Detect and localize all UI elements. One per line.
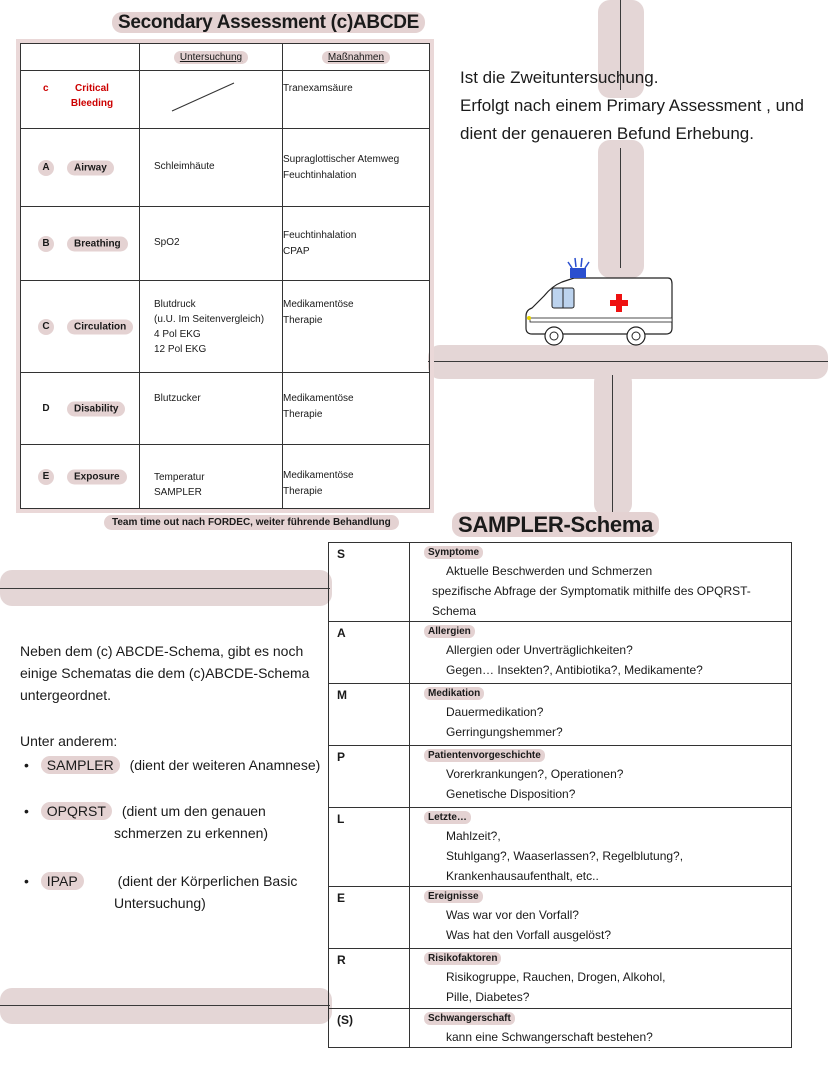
schema-name: SAMPLER bbox=[41, 756, 120, 774]
sampler-letter: S bbox=[329, 543, 410, 622]
abcde-table bbox=[20, 43, 430, 509]
sampler-content bbox=[410, 1009, 792, 1048]
critical-massnahmen: Tranexamsäure bbox=[283, 71, 430, 129]
critical-letter: c bbox=[43, 83, 49, 94]
header-untersuchung: Untersuchung bbox=[140, 44, 283, 71]
sampler-line: Genetische Disposition? bbox=[446, 787, 576, 801]
not-applicable-slash bbox=[140, 71, 268, 127]
row-untersuchung: Blutdruck (u.U. Im Seitenvergleich) 4 Pol EKG 12 Pol EKG bbox=[140, 281, 283, 373]
header-empty bbox=[21, 44, 140, 71]
sampler-content bbox=[410, 684, 792, 746]
sampler-line: Was war vor den Vorfall? bbox=[446, 908, 579, 922]
sampler-line: Allergien oder Unverträglichkeiten? bbox=[446, 643, 633, 657]
sampler-row bbox=[329, 808, 792, 887]
abcde-row bbox=[21, 129, 430, 207]
sampler-heading: Patientenvorgeschichte bbox=[424, 749, 545, 762]
row-untersuchung: Temperatur SAMPLER bbox=[140, 445, 283, 509]
sampler-heading: Allergien bbox=[424, 625, 475, 638]
critical-untersuchung-cell bbox=[140, 71, 283, 129]
row-letter: E bbox=[38, 469, 54, 485]
abcde-row bbox=[21, 445, 430, 509]
sampler-row bbox=[329, 684, 792, 746]
row-untersuchung: Schleimhäute bbox=[140, 129, 283, 207]
road-line-horizontal bbox=[428, 361, 828, 362]
schema-desc-cont: schmerzen zu erkennen) bbox=[114, 825, 269, 841]
sampler-row bbox=[329, 622, 792, 684]
abcde-title: Secondary Assessment (c)ABCDE bbox=[112, 12, 425, 34]
side-line: einige Schematas die dem (c)ABCDE-Schema bbox=[20, 665, 310, 681]
sampler-row bbox=[329, 1009, 792, 1048]
row-massnahmen: Supraglottischer Atemweg Feuchtinhalation bbox=[283, 129, 430, 207]
schema-desc: (dient der weiteren Anamnese) bbox=[129, 757, 321, 773]
row-label-cell bbox=[21, 207, 140, 281]
header-massnahmen: Maßnahmen bbox=[283, 44, 430, 71]
road-band-bottom bbox=[594, 370, 632, 516]
row-category: Breathing bbox=[67, 236, 128, 251]
row-massnahmen: Medikamentöse Therapie bbox=[283, 373, 430, 445]
side-line: Neben dem (c) ABCDE-Schema, gibt es noch bbox=[20, 643, 304, 659]
bullet: • bbox=[24, 803, 29, 819]
row-massnahmen: Medikamentöse Therapie bbox=[283, 281, 430, 373]
schema-name: OPQRST bbox=[41, 802, 112, 820]
row-massnahmen: Medikamentöse Therapie bbox=[283, 445, 430, 509]
sampler-content bbox=[410, 949, 792, 1009]
road-line-bottom bbox=[612, 375, 613, 513]
row-massnahmen: Feuchtinhalation CPAP bbox=[283, 207, 430, 281]
sampler-line: spezifische Abfrage der Symptomatik mithilfe des OPQRST-Schema bbox=[432, 584, 751, 618]
row-label-cell bbox=[21, 445, 140, 509]
schema-list-item bbox=[20, 800, 268, 844]
abcde-row bbox=[21, 373, 430, 445]
sampler-line: Krankenhausaufenthalt, etc.. bbox=[446, 869, 599, 883]
row-label-cell bbox=[21, 373, 140, 445]
schema-list-item bbox=[20, 870, 297, 914]
sampler-letter: (S) bbox=[329, 1009, 410, 1048]
sampler-line: Was hat den Vorfall ausgelöst? bbox=[446, 928, 611, 942]
sampler-letter: R bbox=[329, 949, 410, 1009]
critical-label-cell bbox=[21, 71, 140, 129]
row-category: Circulation bbox=[67, 319, 133, 334]
sampler-letter: P bbox=[329, 746, 410, 808]
sampler-line: Gerringungshemmer? bbox=[446, 725, 563, 739]
sampler-row bbox=[329, 543, 792, 622]
sampler-letter: E bbox=[329, 887, 410, 949]
intro-line: Erfolgt nach einem Primary Assessment , und bbox=[460, 96, 804, 115]
side-line: untergeordnet. bbox=[20, 687, 112, 703]
side-line: Unter anderem: bbox=[20, 733, 118, 749]
ambulance-illustration bbox=[522, 256, 682, 356]
row-letter: B bbox=[38, 236, 54, 252]
sampler-heading: Medikation bbox=[424, 687, 484, 700]
sampler-line: kann eine Schwangerschaft bestehen? bbox=[446, 1030, 653, 1044]
abcde-header-row bbox=[21, 44, 430, 71]
sampler-row bbox=[329, 887, 792, 949]
left-band-bottom bbox=[0, 988, 332, 1024]
schema-desc-cont: Untersuchung) bbox=[114, 895, 206, 911]
sampler-line: Mahlzeit?, bbox=[446, 829, 501, 843]
sampler-letter: A bbox=[329, 622, 410, 684]
sampler-letter: M bbox=[329, 684, 410, 746]
sampler-heading: Letzte… bbox=[424, 811, 471, 824]
left-line-top bbox=[0, 588, 330, 589]
row-label-cell bbox=[21, 129, 140, 207]
sampler-content bbox=[410, 543, 792, 622]
sampler-content bbox=[410, 622, 792, 684]
sampler-content bbox=[410, 887, 792, 949]
sampler-line: Aktuelle Beschwerden und Schmerzen bbox=[446, 564, 653, 578]
sampler-content bbox=[410, 746, 792, 808]
row-untersuchung: Blutzucker bbox=[140, 373, 283, 445]
intro-line: Ist die Zweituntersuchung. bbox=[460, 68, 659, 87]
road-line-mid-vertical bbox=[620, 148, 621, 268]
schema-name: IPAP bbox=[41, 872, 84, 890]
abcde-row-critical bbox=[21, 71, 430, 129]
intro-line: dient der genaueren Befund Erhebung. bbox=[460, 124, 754, 143]
sampler-table bbox=[328, 542, 792, 1048]
row-letter: C bbox=[38, 319, 54, 335]
sampler-line: Vorerkrankungen?, Operationen? bbox=[446, 767, 624, 781]
side-paragraph bbox=[20, 640, 309, 752]
sampler-title: SAMPLER-Schema bbox=[452, 512, 659, 538]
sampler-line: Stuhlgang?, Waaserlassen?, Regelblutung?, bbox=[446, 849, 684, 863]
sampler-heading: Ereignisse bbox=[424, 890, 483, 903]
sampler-heading: Risikofaktoren bbox=[424, 952, 501, 965]
intro-text bbox=[460, 64, 804, 148]
row-letter: A bbox=[38, 160, 54, 176]
sampler-line: Risikogruppe, Rauchen, Drogen, Alkohol, bbox=[446, 970, 666, 984]
critical-label: Critical Bleeding bbox=[70, 83, 114, 109]
sampler-heading: Symptome bbox=[424, 546, 483, 559]
sampler-line: Pille, Diabetes? bbox=[446, 990, 530, 1004]
row-category: Airway bbox=[67, 160, 114, 175]
sampler-row bbox=[329, 746, 792, 808]
abcde-row bbox=[21, 207, 430, 281]
row-label-cell bbox=[21, 281, 140, 373]
sampler-line: Gegen… Insekten?, Antibiotika?, Medikamente? bbox=[446, 663, 703, 677]
bullet: • bbox=[24, 757, 29, 773]
sampler-letter: L bbox=[329, 808, 410, 887]
schema-desc: (dient um den genauen bbox=[121, 803, 266, 819]
sampler-heading: Schwangerschaft bbox=[424, 1012, 515, 1025]
abcde-row bbox=[21, 281, 430, 373]
footer-note: Team time out nach FORDEC, weiter führende Behandlung bbox=[104, 515, 399, 530]
schema-list-item bbox=[20, 754, 320, 776]
left-line-bottom bbox=[0, 1005, 330, 1006]
schema-desc: (dient der Körperlichen Basic bbox=[117, 873, 298, 889]
row-untersuchung: SpO2 bbox=[140, 207, 283, 281]
row-letter: D bbox=[42, 402, 50, 414]
sampler-content bbox=[410, 808, 792, 887]
sampler-row bbox=[329, 949, 792, 1009]
bullet: • bbox=[24, 873, 29, 889]
row-category: Exposure bbox=[67, 469, 127, 484]
row-category: Disability bbox=[67, 401, 125, 416]
sampler-line: Dauermedikation? bbox=[446, 705, 544, 719]
